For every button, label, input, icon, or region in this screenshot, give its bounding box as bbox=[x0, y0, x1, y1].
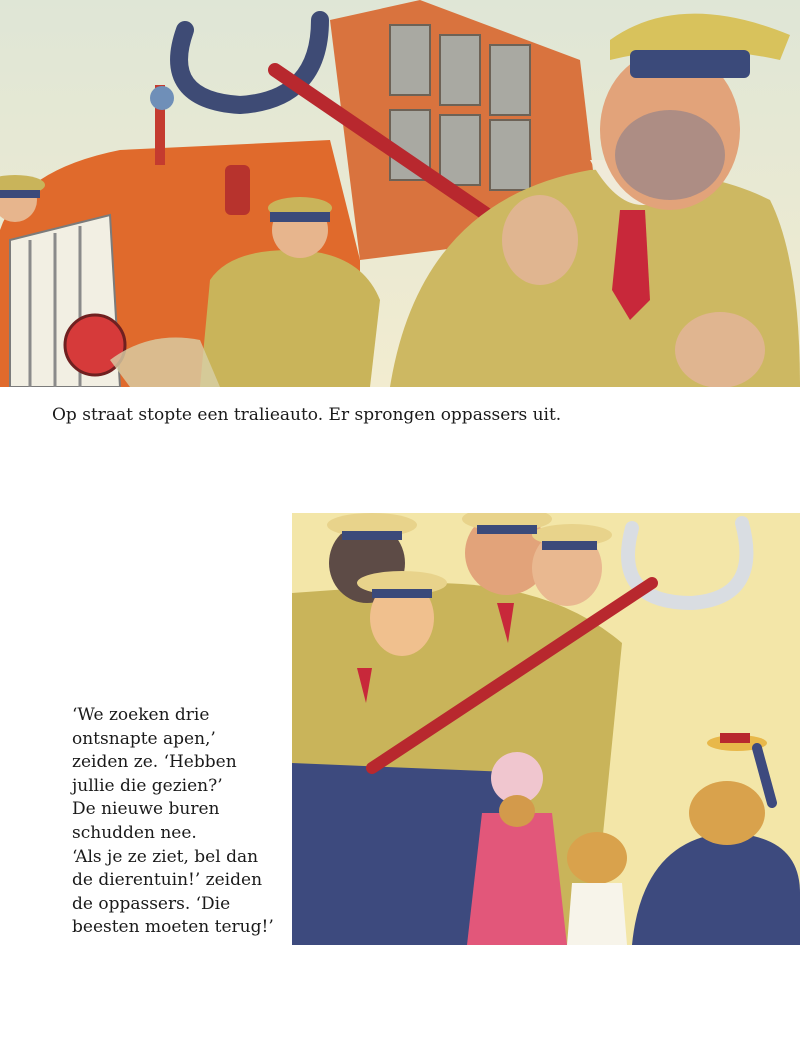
top-illustration bbox=[0, 0, 800, 387]
story-line: beesten moeten terug!’ bbox=[72, 917, 274, 938]
story-line: ‘We zoeken drie bbox=[72, 705, 210, 725]
story-line: de dierentuin!’ zeiden bbox=[72, 870, 263, 891]
truck-mirror bbox=[225, 165, 250, 215]
story-line: jullie die gezien?’ bbox=[72, 775, 223, 796]
monkey-small bbox=[567, 832, 627, 945]
story-text bbox=[72, 704, 277, 940]
illustration-caption: Op straat stopte een tralieauto. Er sprongen oppassers uit. bbox=[52, 405, 562, 425]
story-line: de oppassers. ‘Die bbox=[72, 893, 231, 914]
story-line: De nieuwe buren bbox=[72, 799, 220, 820]
story-line: ontsnapte apen,’ bbox=[72, 728, 216, 749]
siren-light bbox=[150, 86, 174, 110]
story-line: zeiden ze. ‘Hebben bbox=[72, 752, 237, 773]
story-line: ‘Als je ze ziet, bel dan bbox=[72, 846, 259, 867]
bottom-illustration bbox=[292, 513, 800, 945]
story-line: schudden nee. bbox=[72, 822, 197, 843]
